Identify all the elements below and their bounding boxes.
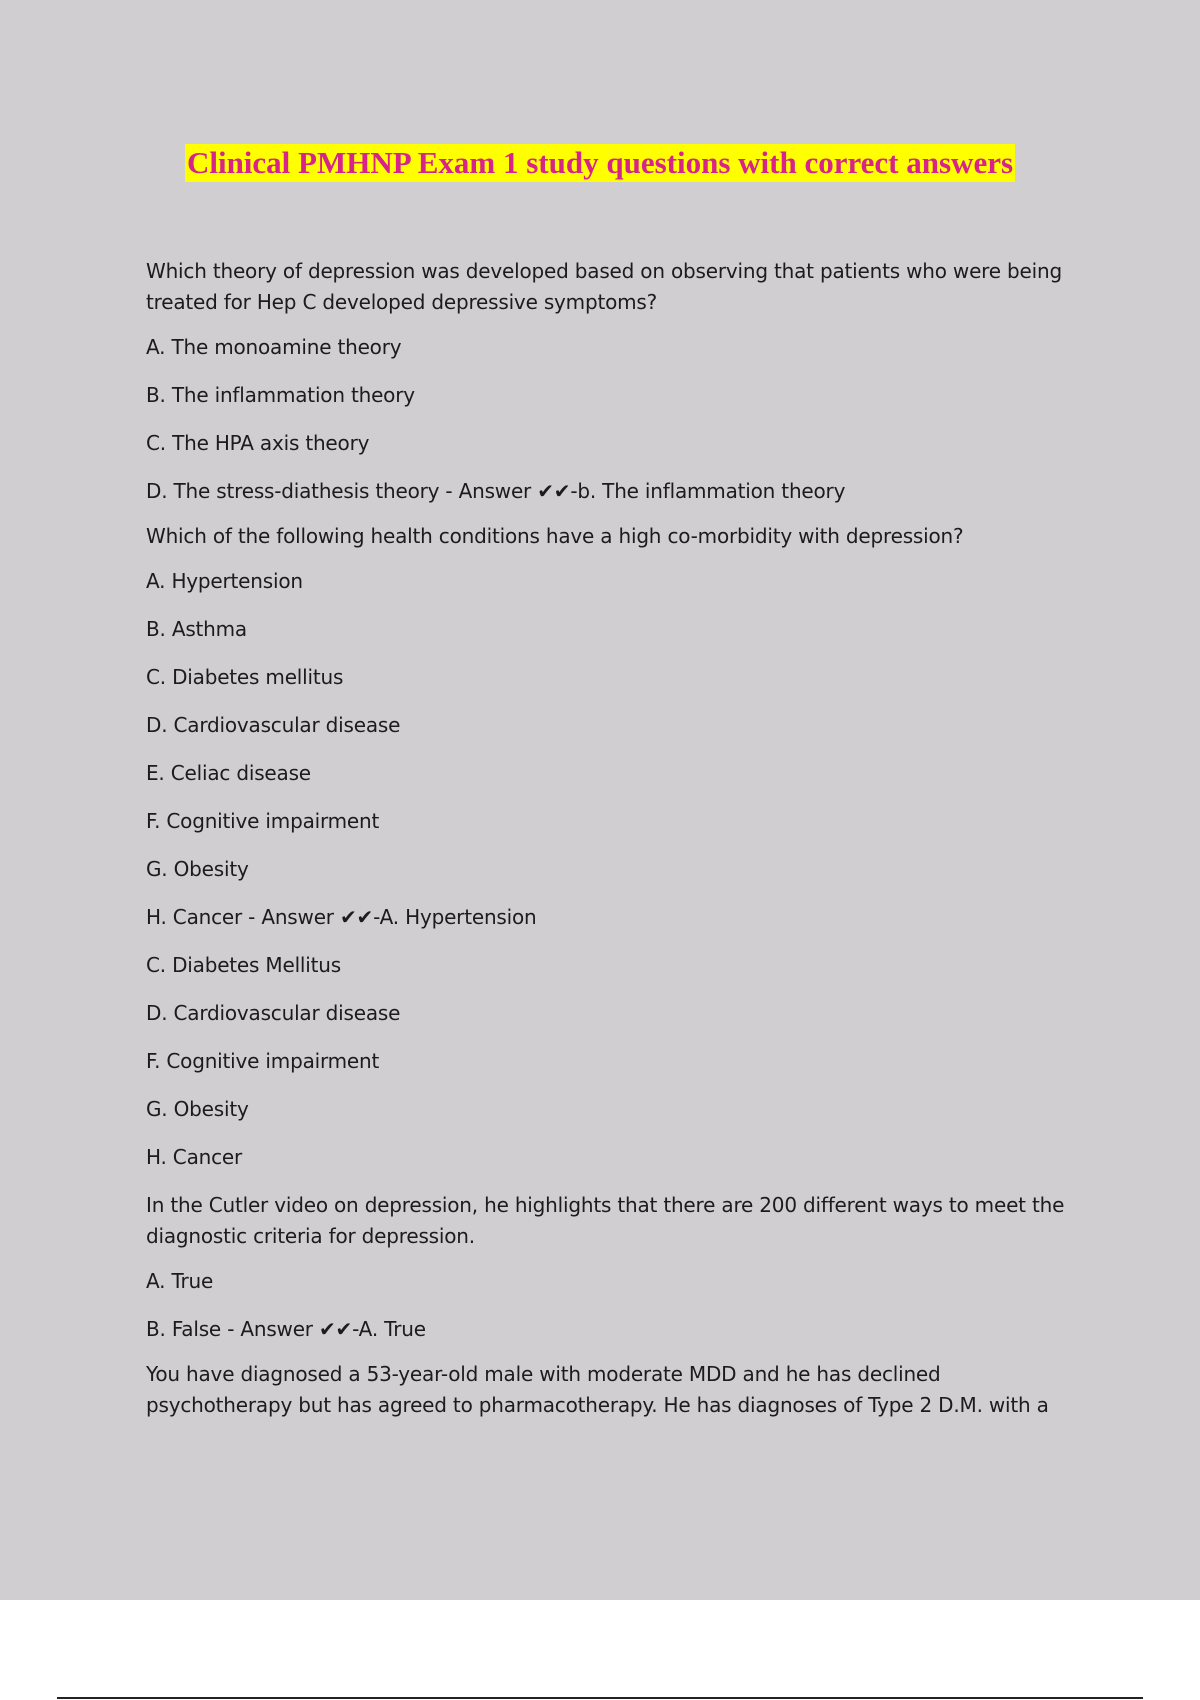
question-2-answer-g: G. Obesity (146, 1097, 249, 1121)
question-2-option-c: C. Diabetes mellitus (146, 665, 344, 689)
question-3-line-2: diagnostic criteria for depression. (146, 1224, 475, 1248)
question-2-text: Which of the following health conditions have a high co-morbidity with depression? (146, 524, 964, 548)
question-1-option-a: A. The monoamine theory (146, 335, 402, 359)
question-1-option-c: C. The HPA axis theory (146, 431, 370, 455)
question-2-answer-f: F. Cognitive impairment (146, 1049, 380, 1073)
question-2-option-e: E. Celiac disease (146, 761, 311, 785)
question-3-line-1: In the Cutler video on depression, he highlights that there are 200 different ways to meet the (146, 1193, 1065, 1217)
question-2-option-f: F. Cognitive impairment (146, 809, 380, 833)
question-2-option-g: G. Obesity (146, 857, 249, 881)
question-3-option-a: A. True (146, 1269, 214, 1293)
question-3-option-b-answer: B. False - Answer ✔✔-A. True (146, 1317, 426, 1341)
question-4-line-1: You have diagnosed a 53-year-old male with moderate MDD and he has declined (146, 1362, 941, 1386)
question-4-line-2: psychotherapy but has agreed to pharmacotherapy. He has diagnoses of Type 2 D.M. with a (146, 1393, 1049, 1417)
question-1-option-d-answer: D. The stress-diathesis theory - Answer ✔✔-b. The inflammation theory (146, 479, 846, 503)
title-container (0, 144, 1200, 182)
question-1-option-b: B. The inflammation theory (146, 383, 415, 407)
question-2-answer-d: D. Cardiovascular disease (146, 1001, 401, 1025)
question-2-answer-h: H. Cancer (146, 1145, 243, 1169)
question-2-option-a: A. Hypertension (146, 569, 303, 593)
question-2-option-b: B. Asthma (146, 617, 247, 641)
question-2-option-d: D. Cardiovascular disease (146, 713, 401, 737)
footer-rule (57, 1697, 1143, 1699)
question-2-answer-c: C. Diabetes Mellitus (146, 953, 341, 977)
question-1-line-2: treated for Hep C developed depressive symptoms? (146, 290, 658, 314)
question-2-option-h-answer: H. Cancer - Answer ✔✔-A. Hypertension (146, 905, 537, 929)
document-body (146, 256, 1086, 1421)
document-title: Clinical PMHNP Exam 1 study questions with correct answers (186, 145, 1014, 180)
question-1-line-1: Which theory of depression was developed based on observing that patients who were being (146, 259, 1062, 283)
